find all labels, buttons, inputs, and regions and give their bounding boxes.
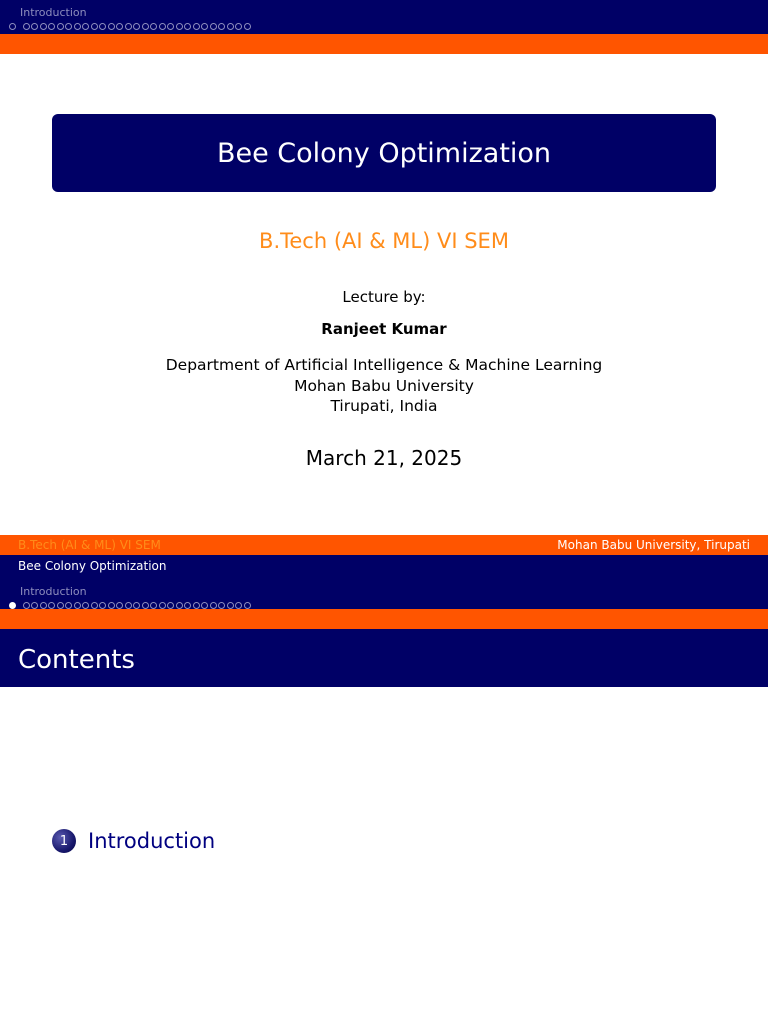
- footer-title: Bee Colony Optimization: [18, 559, 167, 573]
- nav-dot-icon[interactable]: [193, 23, 200, 30]
- nav-dot-icon[interactable]: [57, 23, 64, 30]
- toc-item-label: Introduction: [88, 829, 216, 853]
- nav-dot-icon[interactable]: [125, 602, 132, 609]
- lecture-by-label: Lecture by:: [342, 288, 426, 306]
- nav-dot-icon[interactable]: [23, 23, 30, 30]
- presentation-subtitle: B.Tech (AI & ML) VI SEM: [259, 229, 509, 253]
- nav-dot-icon[interactable]: [65, 602, 72, 609]
- nav-dot-icon[interactable]: [125, 23, 132, 30]
- section-navigation-bar: [0, 0, 768, 34]
- nav-dot-icon[interactable]: [108, 602, 115, 609]
- nav-dot-icon[interactable]: [167, 602, 174, 609]
- nav-dot-icon[interactable]: [9, 23, 16, 30]
- nav-dot-icon[interactable]: [48, 602, 55, 609]
- header-accent-bar: [0, 34, 768, 54]
- presentation-title-box: [52, 114, 716, 192]
- nav-dot-icon[interactable]: [116, 23, 123, 30]
- nav-dot-icon[interactable]: [23, 602, 30, 609]
- nav-dot-icon[interactable]: [218, 23, 225, 30]
- nav-dot-icon[interactable]: [235, 23, 242, 30]
- nav-dot-icon[interactable]: [244, 23, 251, 30]
- nav-section-link[interactable]: Introduction: [20, 585, 87, 598]
- nav-dot-icon[interactable]: [150, 602, 157, 609]
- nav-dot-icon[interactable]: [176, 23, 183, 30]
- nav-dot-icon[interactable]: [74, 602, 81, 609]
- nav-dot-icon[interactable]: [159, 23, 166, 30]
- nav-dot-icon[interactable]: [116, 602, 123, 609]
- contents-slide: [0, 579, 768, 1024]
- nav-dot-icon[interactable]: [150, 23, 157, 30]
- nav-dot-icon[interactable]: [244, 602, 251, 609]
- nav-dot-icon[interactable]: [74, 23, 81, 30]
- nav-dot-icon[interactable]: [65, 23, 72, 30]
- presentation-title: Bee Colony Optimization: [216, 137, 552, 169]
- frame-title-bar: [0, 629, 768, 687]
- nav-dot-icon[interactable]: [82, 23, 89, 30]
- nav-dot-icon[interactable]: [142, 602, 149, 609]
- footer-institute: Mohan Babu University, Tirupati: [557, 538, 750, 552]
- institute-department: Department of Artificial Intelligence & Machine Learning: [165, 356, 603, 374]
- nav-dot-icon[interactable]: [31, 602, 38, 609]
- author-name: Ranjeet Kumar: [321, 320, 447, 338]
- nav-dot-icon[interactable]: [184, 23, 191, 30]
- section-number-ball-icon: 1: [52, 829, 76, 853]
- nav-dot-icon[interactable]: [99, 602, 106, 609]
- presentation-date: March 21, 2025: [305, 446, 463, 470]
- nav-dot-icon[interactable]: [91, 602, 98, 609]
- nav-dot-icon[interactable]: [235, 602, 242, 609]
- nav-dot-icon[interactable]: [201, 23, 208, 30]
- nav-dot-icon[interactable]: [176, 602, 183, 609]
- nav-dot-icon[interactable]: [227, 23, 234, 30]
- nav-dot-icon[interactable]: [48, 23, 55, 30]
- nav-dot-icon[interactable]: [57, 602, 64, 609]
- nav-dot-icon[interactable]: [159, 602, 166, 609]
- nav-dot-icon[interactable]: [210, 602, 217, 609]
- frame-title: Contents: [18, 645, 135, 675]
- header-accent-bar: [0, 609, 768, 629]
- toc-item-introduction[interactable]: [52, 829, 215, 853]
- nav-dot-icon[interactable]: [218, 602, 225, 609]
- footer-title-bar: [0, 555, 768, 579]
- nav-dot-icon[interactable]: [184, 602, 191, 609]
- nav-dot-icon[interactable]: [108, 23, 115, 30]
- institute-location: Tirupati, India: [330, 397, 438, 415]
- nav-dot-icon[interactable]: [167, 23, 174, 30]
- nav-dot-icon[interactable]: [201, 602, 208, 609]
- nav-dot-icon[interactable]: [91, 23, 98, 30]
- slide-navigation-dots: [9, 23, 251, 31]
- nav-dot-icon[interactable]: [40, 602, 47, 609]
- nav-dot-icon[interactable]: [227, 602, 234, 609]
- institute-block: [0, 355, 768, 417]
- nav-dot-icon[interactable]: [40, 23, 47, 30]
- section-navigation-bar: [0, 579, 768, 613]
- nav-dot-icon[interactable]: [133, 602, 140, 609]
- nav-dot-icon[interactable]: [82, 602, 89, 609]
- nav-dot-icon[interactable]: [99, 23, 106, 30]
- nav-dot-current-icon[interactable]: [9, 602, 16, 609]
- nav-dot-icon[interactable]: [193, 602, 200, 609]
- nav-dot-icon[interactable]: [142, 23, 149, 30]
- nav-dot-icon[interactable]: [210, 23, 217, 30]
- nav-section-link[interactable]: Introduction: [20, 6, 87, 19]
- nav-dot-icon[interactable]: [133, 23, 140, 30]
- nav-dot-icon[interactable]: [31, 23, 38, 30]
- footer-info-bar: [0, 535, 768, 555]
- footer-course: B.Tech (AI & ML) VI SEM: [18, 538, 161, 552]
- institute-university: Mohan Babu University: [294, 376, 474, 395]
